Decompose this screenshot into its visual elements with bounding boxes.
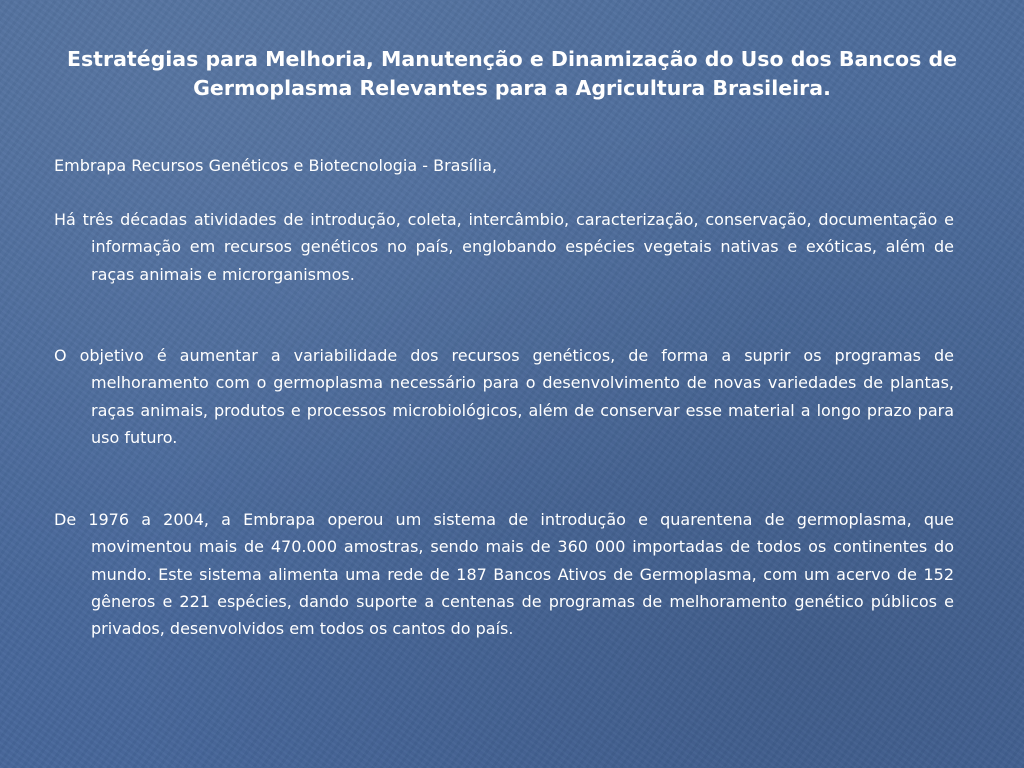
slide-subtitle: Embrapa Recursos Genéticos e Biotecnologia - Brasília, <box>54 156 498 175</box>
paragraph-history: Há três décadas atividades de introdução, coleta, intercâmbio, caracterização, conservação, documentação e informação em recursos genéticos no país, englobando espécies vegetais nativas e exóticas, além de raças animais e microrganismos. <box>54 210 954 284</box>
slide-title: Estratégias para Melhoria, Manutenção e Dinamização do Uso dos Bancos de Germoplasma Relevantes para a Agricultura Brasileira. <box>66 47 958 100</box>
paragraph-quarantine-system: De 1976 a 2004, a Embrapa operou um sistema de introdução e quarentena de germoplasma, que movimentou mais de 470.000 amostras, sendo mais de 360 000 importadas de todos os continentes do mundo. Este sistema alimenta uma rede de 187 Bancos Ativos de Germoplasma, com um acervo de 152 gêneros e 221 espécies, dando suporte a centenas de programas de melhoramento genético públicos e privados, desenvolvidos em todos os cantos do país. <box>54 510 954 639</box>
paragraph-objective: O objetivo é aumentar a variabilidade dos recursos genéticos, de forma a suprir os programas de melhoramento com o germoplasma necessário para o desenvolvimento de novas variedades de plantas, raças animais, produtos e processos microbiológicos, além de conservar esse material a longo prazo para uso futuro. <box>54 346 954 447</box>
